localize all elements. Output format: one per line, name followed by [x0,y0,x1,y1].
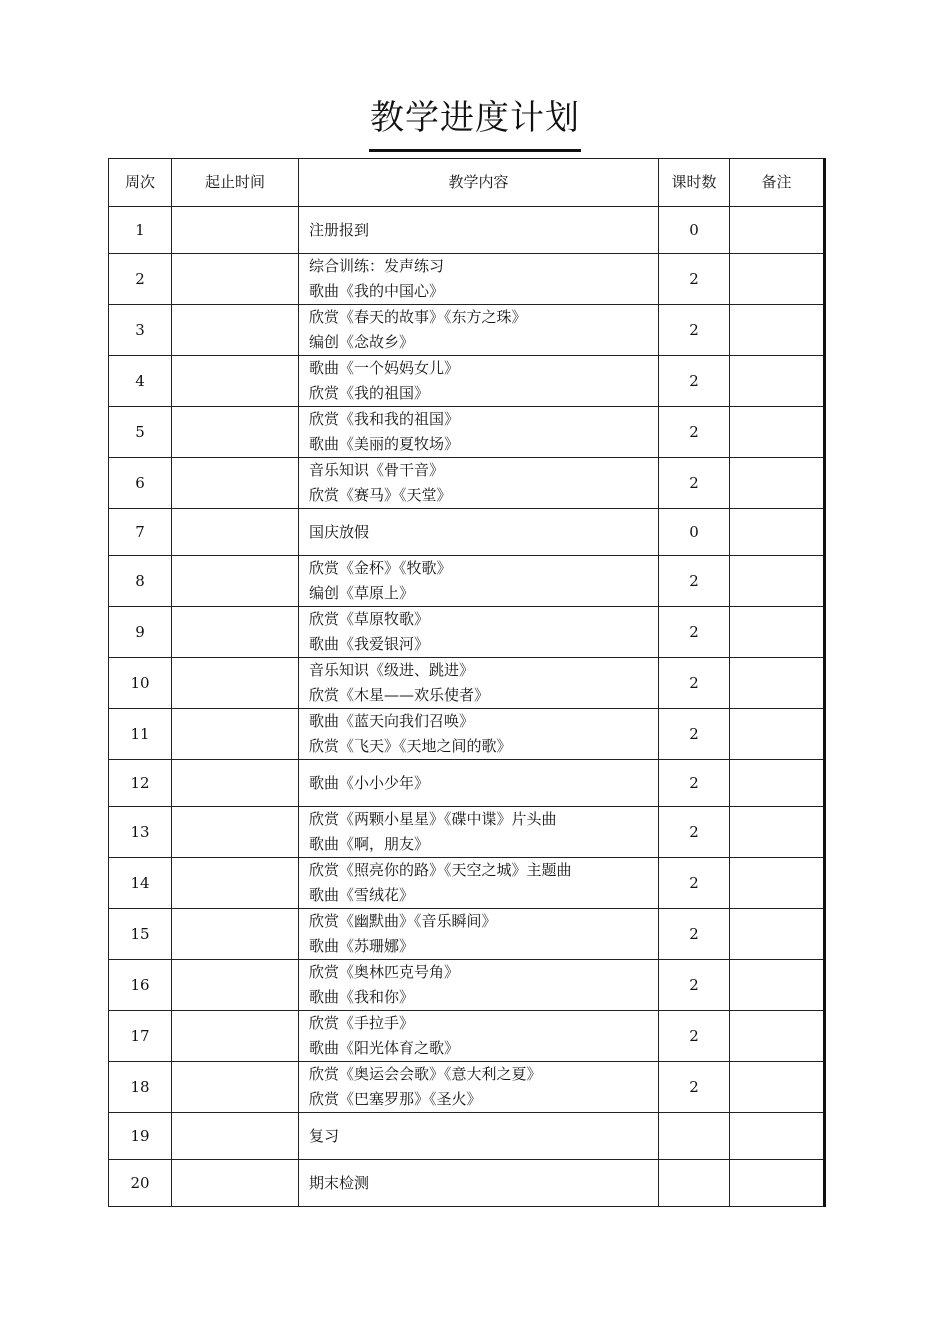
time-cell [172,356,299,407]
note-cell [730,458,825,509]
week-cell: 20 [109,1160,172,1207]
table-row [109,556,825,607]
table-row [109,356,825,407]
content-line: 欣赏《照亮你的路》《天空之城》主题曲 [309,861,572,879]
content-line: 歌曲《啊，朋友》 [309,835,430,853]
content-cell [299,909,659,960]
time-cell [172,760,299,807]
content-cell [299,254,659,305]
table-row [109,407,825,458]
content-line: 歌曲《我和你》 [309,988,415,1006]
table-row [109,658,825,709]
hours-cell: 2 [659,960,730,1011]
hours-cell: 2 [659,407,730,458]
week-cell: 6 [109,458,172,509]
week-cell: 18 [109,1062,172,1113]
header-content: 教学内容 [299,159,659,207]
content-cell [299,960,659,1011]
table-row [109,1011,825,1062]
content-line: 编创《草原上》 [309,584,415,602]
content-line: 欣赏《我和我的祖国》 [309,410,460,428]
note-cell [730,1062,825,1113]
note-cell [730,807,825,858]
time-cell [172,607,299,658]
note-cell [730,909,825,960]
content-line: 欣赏《草原牧歌》 [309,610,430,628]
content-line: 欣赏《两颗小星星》《碟中谍》片头曲 [309,810,557,828]
content-line: 欣赏《手拉手》 [309,1014,415,1032]
time-cell [172,909,299,960]
week-cell: 17 [109,1011,172,1062]
content-line: 歌曲《一个妈妈女儿》 [309,359,460,377]
hours-cell: 2 [659,254,730,305]
time-cell [172,807,299,858]
table-body [109,207,825,1207]
hours-cell: 2 [659,458,730,509]
note-cell [730,658,825,709]
time-cell [172,658,299,709]
table-row [109,960,825,1011]
content-line: 音乐知识《级进、跳进》 [309,661,475,679]
content-cell [299,1160,659,1207]
content-line: 欣赏《金杯》《牧歌》 [309,559,452,577]
content-line: 欣赏《幽默曲》《音乐瞬间》 [309,912,497,930]
time-cell [172,458,299,509]
content-cell [299,556,659,607]
content-line: 复习 [309,1126,340,1145]
title-underline [369,149,581,152]
week-cell: 10 [109,658,172,709]
content-cell [299,807,659,858]
week-cell: 11 [109,709,172,760]
content-cell [299,607,659,658]
table-row [109,509,825,556]
content-line: 期末检测 [309,1173,370,1192]
content-line: 歌曲《雪绒花》 [309,886,415,904]
content-line: 国庆放假 [309,522,370,541]
content-line: 歌曲《小小少年》 [309,773,430,792]
content-line: 歌曲《我爱银河》 [309,635,430,653]
note-cell [730,556,825,607]
header-row [109,159,825,207]
hours-cell: 2 [659,1062,730,1113]
content-cell [299,1011,659,1062]
hours-cell: 0 [659,509,730,556]
content-cell [299,407,659,458]
time-cell [172,960,299,1011]
time-cell [172,858,299,909]
time-cell [172,509,299,556]
note-cell [730,607,825,658]
note-cell [730,254,825,305]
time-cell [172,254,299,305]
content-cell [299,709,659,760]
table-row [109,760,825,807]
table-row [109,1062,825,1113]
week-cell: 14 [109,858,172,909]
time-cell [172,305,299,356]
week-cell: 5 [109,407,172,458]
week-cell: 7 [109,509,172,556]
content-cell [299,305,659,356]
content-cell [299,356,659,407]
content-line: 欣赏《赛马》《天堂》 [309,486,452,504]
time-cell [172,556,299,607]
content-line: 歌曲《苏珊娜》 [309,937,415,955]
table-row [109,858,825,909]
note-cell [730,1113,825,1160]
content-line: 歌曲《阳光体育之歌》 [309,1039,460,1057]
week-cell: 13 [109,807,172,858]
note-cell [730,305,825,356]
hours-cell: 2 [659,858,730,909]
time-cell [172,407,299,458]
week-cell: 16 [109,960,172,1011]
header-note: 备注 [730,159,825,207]
note-cell [730,1160,825,1207]
week-cell: 3 [109,305,172,356]
table-row [109,254,825,305]
note-cell [730,858,825,909]
content-cell [299,458,659,509]
table-row [109,709,825,760]
week-cell: 4 [109,356,172,407]
table-row [109,1113,825,1160]
table-row [109,807,825,858]
hours-cell: 2 [659,709,730,760]
content-cell [299,1062,659,1113]
content-line: 歌曲《美丽的夏牧场》 [309,435,460,453]
content-line: 编创《念故乡》 [309,333,415,351]
hours-cell: 0 [659,207,730,254]
hours-cell [659,1160,730,1207]
content-line: 欣赏《巴塞罗那》《圣火》 [309,1090,482,1108]
week-cell: 9 [109,607,172,658]
hours-cell: 2 [659,909,730,960]
content-line: 歌曲《蓝天向我们召唤》 [309,712,475,730]
time-cell [172,1160,299,1207]
content-line: 注册报到 [309,220,370,239]
table-row [109,909,825,960]
note-cell [730,1011,825,1062]
note-cell [730,960,825,1011]
content-line: 欣赏《木星——欢乐使者》 [309,686,490,704]
table-row [109,458,825,509]
note-cell [730,709,825,760]
content-cell [299,858,659,909]
table-row [109,1160,825,1207]
header-week: 周次 [109,159,172,207]
table-row [109,305,825,356]
content-line: 欣赏《奥运会会歌》《意大利之夏》 [309,1065,542,1083]
week-cell: 19 [109,1113,172,1160]
document-title: 教学进度计划 [370,98,580,138]
time-cell [172,207,299,254]
hours-cell: 2 [659,356,730,407]
week-cell: 8 [109,556,172,607]
time-cell [172,1062,299,1113]
hours-cell: 2 [659,807,730,858]
time-cell [172,709,299,760]
time-cell [172,1011,299,1062]
content-line: 歌曲《我的中国心》 [309,282,445,300]
content-line: 音乐知识《骨干音》 [309,461,445,479]
content-line: 欣赏《我的祖国》 [309,384,430,402]
header-time: 起止时间 [172,159,299,207]
note-cell [730,407,825,458]
week-cell: 15 [109,909,172,960]
note-cell [730,356,825,407]
note-cell [730,760,825,807]
week-cell: 1 [109,207,172,254]
content-line: 欣赏《奥林匹克号角》 [309,963,460,981]
hours-cell [659,1113,730,1160]
schedule-table [108,158,826,1207]
content-cell [299,1113,659,1160]
week-cell: 12 [109,760,172,807]
content-cell [299,760,659,807]
content-line: 欣赏《飞天》《天地之间的歌》 [309,737,512,755]
hours-cell: 2 [659,658,730,709]
hours-cell: 2 [659,556,730,607]
week-cell: 2 [109,254,172,305]
table-row [109,607,825,658]
hours-cell: 2 [659,1011,730,1062]
note-cell [730,509,825,556]
hours-cell: 2 [659,305,730,356]
content-cell [299,509,659,556]
content-line: 综合训练：发声练习 [309,257,445,275]
content-cell [299,658,659,709]
hours-cell: 2 [659,607,730,658]
table-row [109,207,825,254]
content-cell [299,207,659,254]
time-cell [172,1113,299,1160]
content-line: 欣赏《春天的故事》《东方之珠》 [309,308,527,326]
note-cell [730,207,825,254]
hours-cell: 2 [659,760,730,807]
header-hours: 课时数 [659,159,730,207]
